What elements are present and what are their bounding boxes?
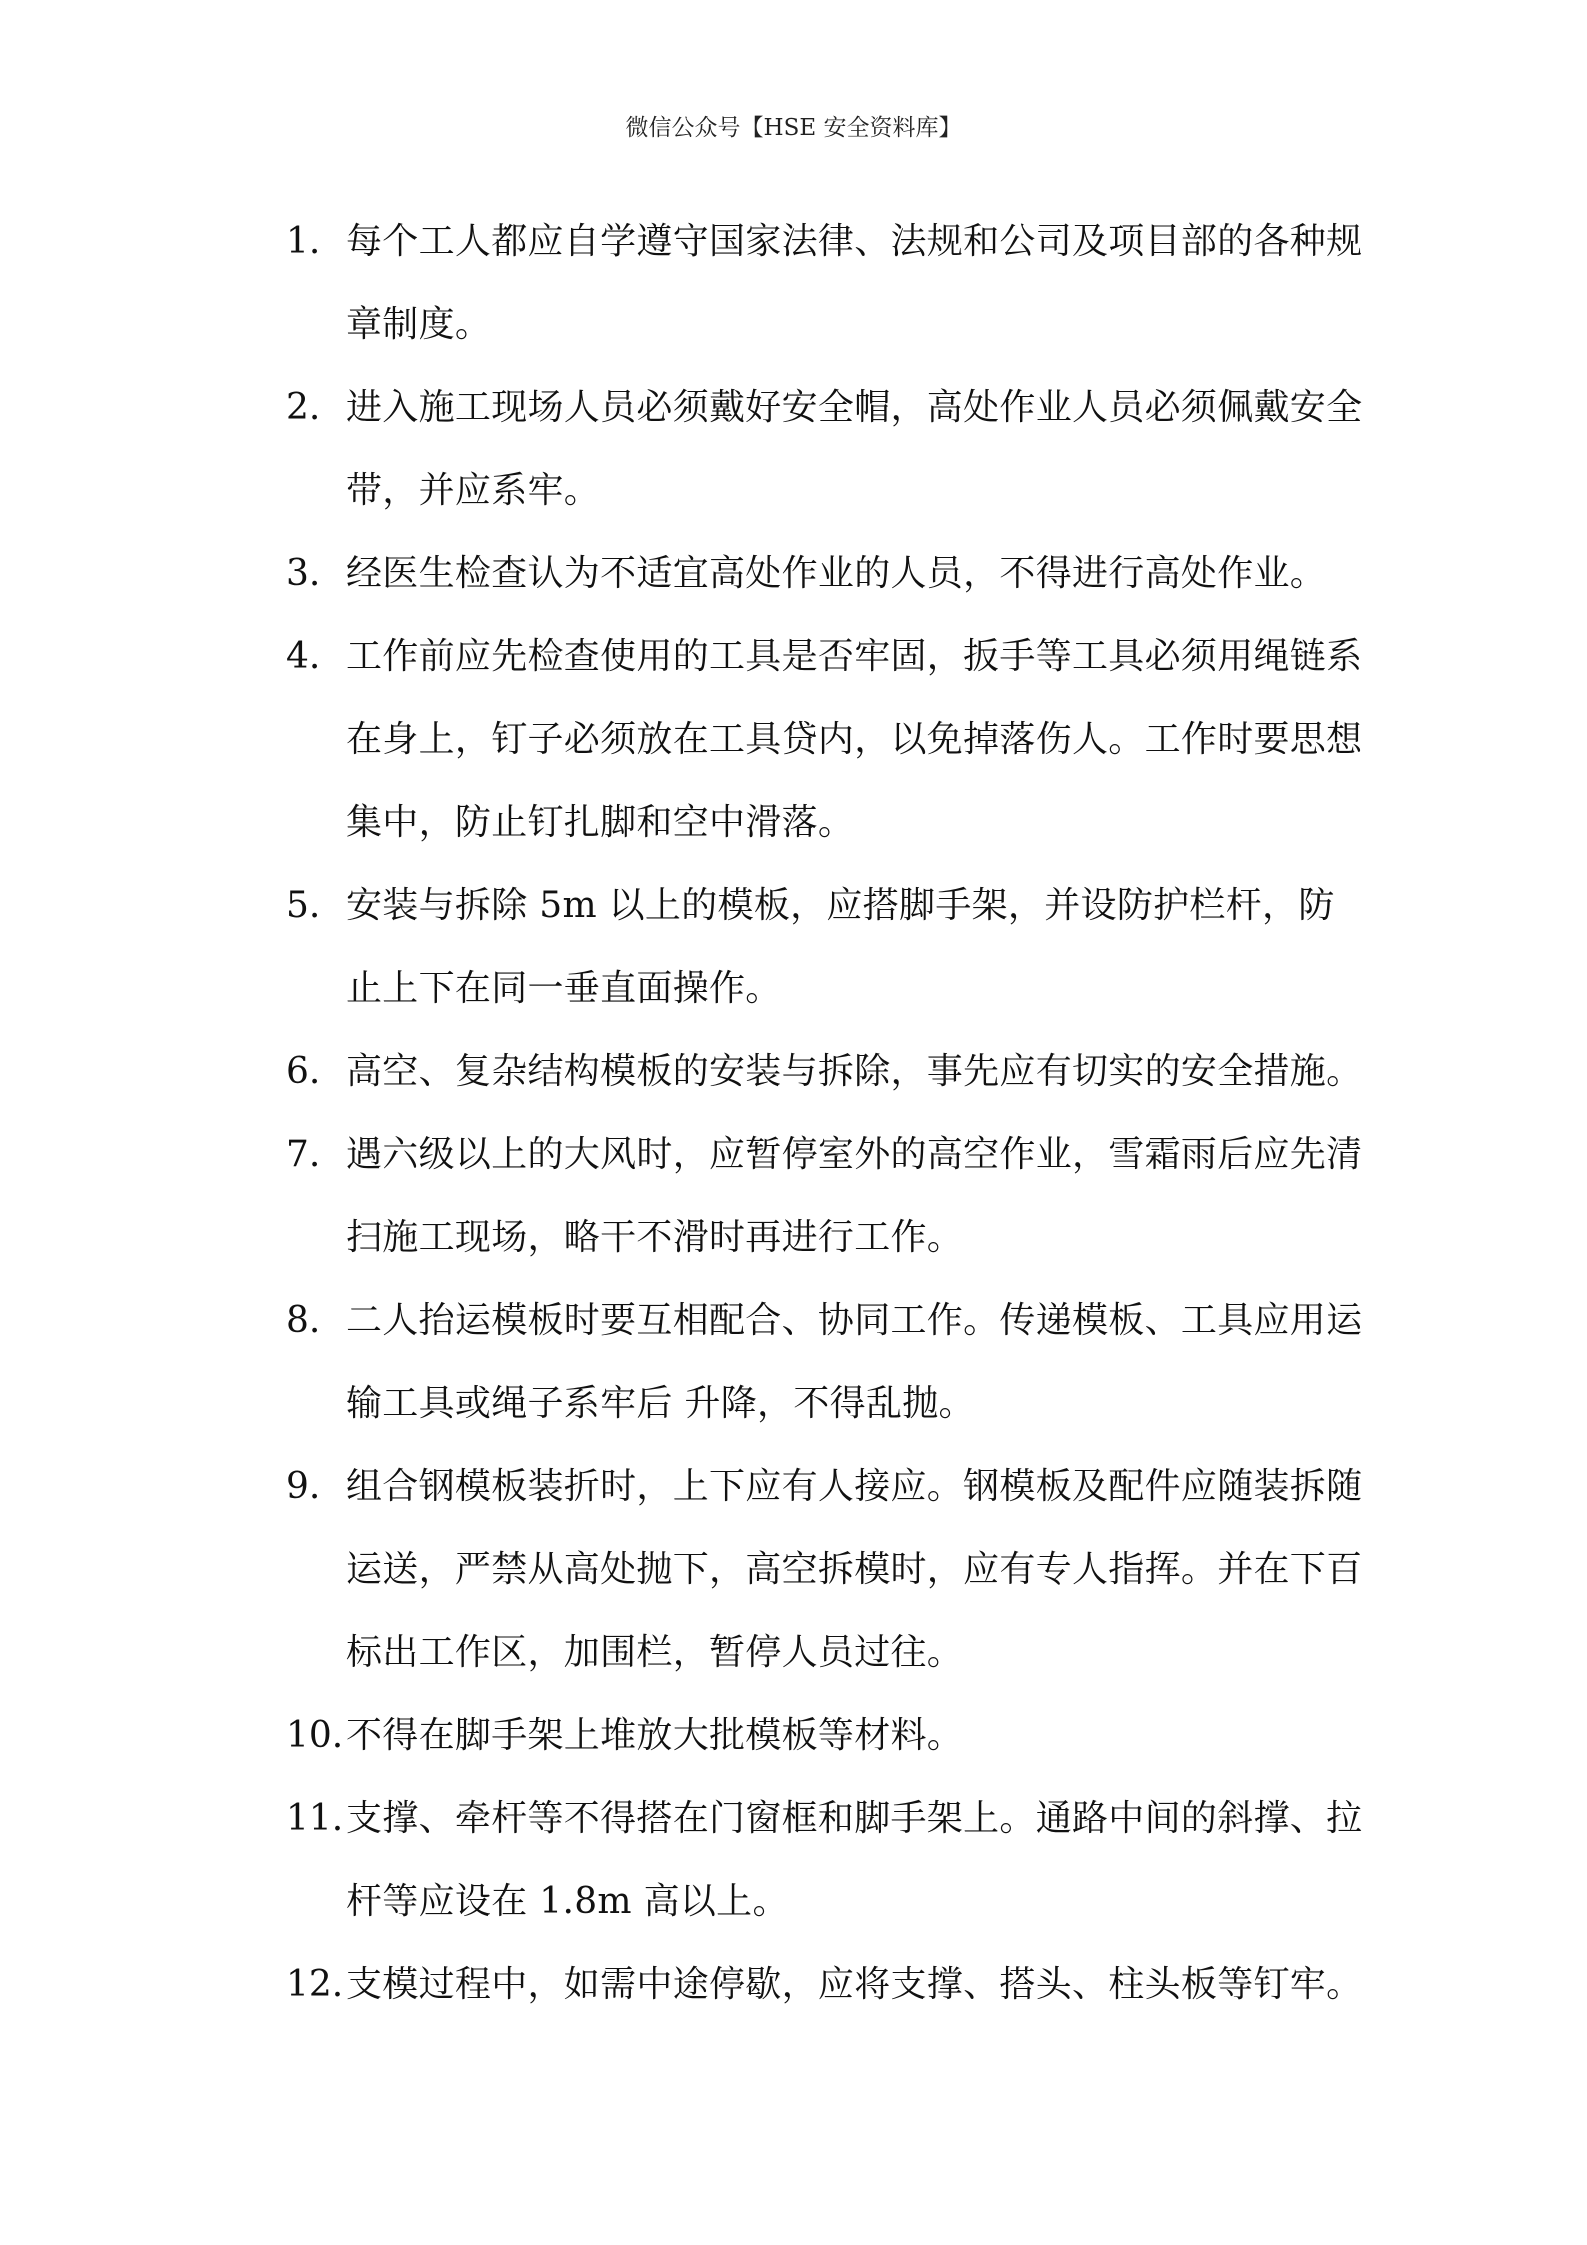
item-number: 4. <box>286 636 321 677</box>
item-number: 7. <box>286 1134 321 1175</box>
list-item <box>286 532 1366 615</box>
list-item <box>286 1445 1366 1694</box>
item-text: 经医生检查认为不适宜高处作业的人员，不得进行高处作业。 <box>346 553 1327 594</box>
list-item <box>286 366 1366 532</box>
list-item <box>286 1030 1366 1113</box>
list-item <box>286 1113 1366 1279</box>
item-text: 遇六级以上的大风时，应暂停室外的高空作业，雪霜雨后应先清扫施工现场，略干不滑时再进行工作。 <box>346 1134 1363 1258</box>
item-number: 12. <box>286 1964 344 2005</box>
list-item <box>286 1694 1366 1777</box>
item-text: 二人抬运模板时要互相配合、协同工作。传递模板、工具应用运输工具或绳子系牢后 升降，不得乱抛。 <box>346 1300 1363 1424</box>
item-text: 工作前应先检查使用的工具是否牢固，扳手等工具必须用绳链系在身上，钉子必须放在工具贷内，以免掉落伤人。工作时要思想集中，防止钉扎脚和空中滑落。 <box>346 636 1363 843</box>
list-item <box>286 864 1366 1030</box>
list-item <box>286 1943 1366 2026</box>
page-header: 微信公众号【HSE 安全资料库】 <box>625 115 962 141</box>
item-number: 6. <box>286 1051 321 1092</box>
list-item <box>286 1279 1366 1445</box>
item-number: 3. <box>286 553 321 594</box>
safety-rules-list <box>286 200 1366 2026</box>
item-number: 9. <box>286 1466 321 1507</box>
item-number: 1. <box>286 221 321 262</box>
list-item <box>286 200 1366 366</box>
item-text: 进入施工现场人员必须戴好安全帽，高处作业人员必须佩戴安全带，并应系牢。 <box>346 387 1363 511</box>
item-number: 2. <box>286 387 321 428</box>
item-text: 每个工人都应自学遵守国家法律、法规和公司及项目部的各种规章制度。 <box>346 221 1363 345</box>
item-number: 8. <box>286 1300 321 1341</box>
item-text: 安装与拆除 5m 以上的模板，应搭脚手架，并设防护栏杆，防止上下在同一垂直面操作。 <box>346 885 1335 1009</box>
item-number: 10. <box>286 1715 344 1756</box>
item-text: 不得在脚手架上堆放大批模板等材料。 <box>346 1715 964 1756</box>
item-text: 组合钢模板装折时，上下应有人接应。钢模板及配件应随装拆随运送，严禁从高处抛下，高空拆模时，应有专人指挥。并在下百标出工作区，加围栏，暂停人员过往。 <box>346 1466 1363 1673</box>
list-item <box>286 1777 1366 1943</box>
item-text: 高空、复杂结构模板的安装与拆除，事先应有切实的安全措施。 <box>346 1051 1363 1092</box>
item-text: 支模过程中，如需中途停歇，应将支撑、搭头、柱头板等钉牢。 <box>346 1964 1363 2005</box>
item-text: 支撑、牵杆等不得搭在门窗框和脚手架上。通路中间的斜撑、拉杆等应设在 1.8m 高以上。 <box>346 1798 1363 1922</box>
item-number: 5. <box>286 885 321 926</box>
item-number: 11. <box>286 1798 344 1839</box>
list-item <box>286 615 1366 864</box>
